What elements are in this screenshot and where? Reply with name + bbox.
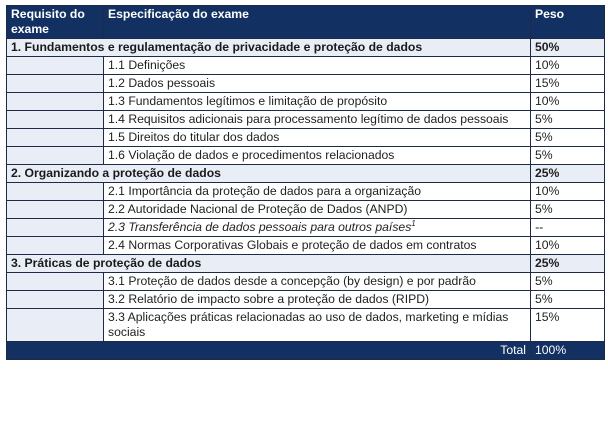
- specification-cell: [104, 291, 531, 309]
- specification-cell: [104, 309, 531, 342]
- weight-cell: 5%: [531, 201, 605, 219]
- requirement-cell: [7, 273, 104, 291]
- specification-label: 1.6 Violação de dados e procedimentos relacionados: [108, 148, 395, 162]
- specification-cell: [104, 111, 531, 129]
- requirement-cell: [7, 129, 104, 147]
- specification-cell: [104, 75, 531, 93]
- table-row: [7, 201, 605, 219]
- requirement-cell: [7, 183, 104, 201]
- specification-label: 3.2 Relatório de impacto sobre a proteção de dados (RIPD): [108, 292, 430, 306]
- total-weight: 100%: [531, 342, 605, 360]
- weight-cell: 5%: [531, 129, 605, 147]
- exam-spec-table: [6, 5, 605, 360]
- table-row: [7, 75, 605, 93]
- specification-cell: [104, 273, 531, 291]
- specification-label: 1.2 Dados pessoais: [108, 76, 216, 90]
- section-row: [7, 255, 605, 273]
- weight-cell: 5%: [531, 273, 605, 291]
- weight-cell: 5%: [531, 147, 605, 165]
- requirement-cell: [7, 147, 104, 165]
- weight-cell: 10%: [531, 237, 605, 255]
- section-weight: 25%: [531, 165, 605, 183]
- section-row: [7, 165, 605, 183]
- specification-cell: [104, 201, 531, 219]
- header-exam-specification: Especificação do exame: [104, 6, 531, 39]
- requirement-cell: [7, 237, 104, 255]
- specification-label: 1.4 Requisitos adicionais para processamento legítimo de dados pessoais: [108, 112, 509, 126]
- requirement-cell: [7, 57, 104, 75]
- table-row: [7, 291, 605, 309]
- table-row: [7, 309, 605, 342]
- total-row: [7, 342, 605, 360]
- table-row: [7, 93, 605, 111]
- table-row: [7, 273, 605, 291]
- table-row: [7, 219, 605, 237]
- section-row: [7, 39, 605, 57]
- weight-cell: 5%: [531, 111, 605, 129]
- header-weight: Peso: [531, 6, 605, 39]
- specification-label: 2.2 Autoridade Nacional de Proteção de Dados (ANPD): [108, 202, 408, 216]
- specification-label: 1.1 Definições: [108, 58, 186, 72]
- footnote-marker: 1: [411, 218, 416, 228]
- weight-cell: 10%: [531, 183, 605, 201]
- section-title: 1. Fundamentos e regulamentação de privacidade e proteção de dados: [7, 39, 531, 57]
- specification-label: 2.1 Importância da proteção de dados para a organização: [108, 184, 422, 198]
- requirement-cell: [7, 93, 104, 111]
- requirement-cell: [7, 111, 104, 129]
- requirement-cell: [7, 201, 104, 219]
- table-body: [7, 39, 605, 360]
- specification-cell: [104, 129, 531, 147]
- specification-label: 1.5 Direitos do titular dos dados: [108, 130, 280, 144]
- section-weight: 50%: [531, 39, 605, 57]
- table-row: [7, 57, 605, 75]
- weight-cell: 5%: [531, 291, 605, 309]
- weight-cell: --: [531, 219, 605, 237]
- total-label: Total: [7, 342, 531, 360]
- header-exam-requirement: Requisito do exame: [7, 6, 104, 39]
- specification-label: 1.3 Fundamentos legítimos e limitação de propósito: [108, 94, 388, 108]
- table-row: [7, 237, 605, 255]
- weight-cell: 10%: [531, 57, 605, 75]
- specification-cell: [104, 219, 531, 237]
- table-row: [7, 129, 605, 147]
- section-title: 3. Práticas de proteção de dados: [7, 255, 531, 273]
- exam-spec-table-wrapper: [6, 5, 605, 360]
- section-title: 2. Organizando a proteção de dados: [7, 165, 531, 183]
- specification-cell: [104, 147, 531, 165]
- table-row: [7, 183, 605, 201]
- table-row: [7, 111, 605, 129]
- weight-cell: 15%: [531, 309, 605, 342]
- requirement-cell: [7, 219, 104, 237]
- section-weight: 25%: [531, 255, 605, 273]
- specification-cell: [104, 237, 531, 255]
- specification-cell: [104, 57, 531, 75]
- specification-label: 2.4 Normas Corporativas Globais e proteção de dados em contratos: [108, 238, 477, 252]
- table-header-row: [7, 6, 605, 39]
- requirement-cell: [7, 75, 104, 93]
- weight-cell: 15%: [531, 75, 605, 93]
- specification-cell: [104, 183, 531, 201]
- requirement-cell: [7, 309, 104, 342]
- specification-label: 3.3 Aplicações práticas relacionadas ao uso de dados, marketing e mídias sociais: [108, 310, 509, 339]
- table-row: [7, 147, 605, 165]
- specification-label: 2.3 Transferência de dados pessoais para outros países: [108, 220, 412, 234]
- requirement-cell: [7, 291, 104, 309]
- specification-label: 3.1 Proteção de dados desde a concepção (by design) e por padrão: [108, 274, 476, 288]
- weight-cell: 10%: [531, 93, 605, 111]
- specification-cell: [104, 93, 531, 111]
